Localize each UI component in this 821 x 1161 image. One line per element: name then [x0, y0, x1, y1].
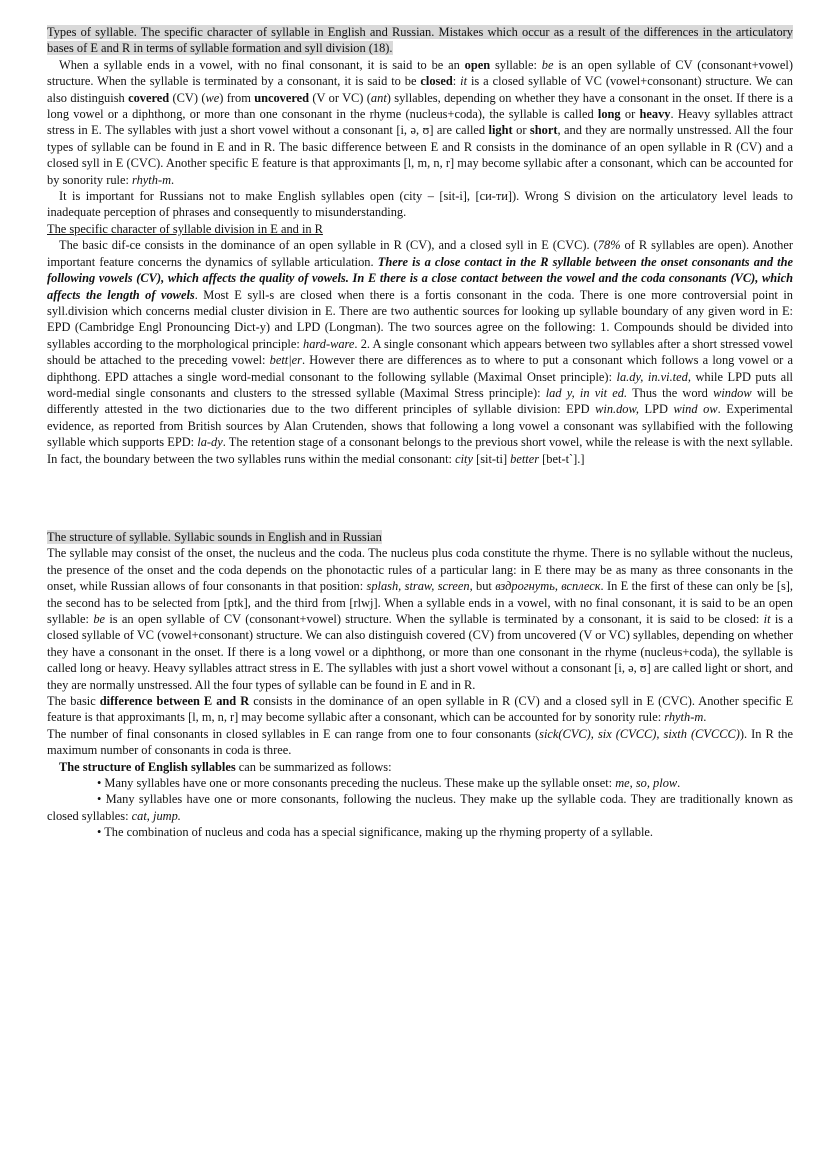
- section-heading-types: Types of syllable. The specific character of syllable in English and Russian. Mistakes which occur as a result of the differences in the articulatory bases of E and R in terms of syllable formation and syll division (18).: [47, 25, 793, 56]
- section-spacer: [47, 467, 793, 529]
- paragraph-difference: The basic difference between E and R consists in the dominance of an open syllable in R (CV) and a closed syll in E (CVC). Another specific E feature is that approximants [l, m, n, r] may become syllabic after a consonant, which can be accounted for by sonority rule: rhyth-m.: [47, 694, 794, 725]
- section-heading-structure: The structure of syllable. Syllabic sounds in English and in Russian: [47, 529, 382, 544]
- paragraph-russians: It is important for Russians not to make English syllables open (city – [sit-i], [си-ти]). Wrong S division on the articulatory level leads to inadequate perception of phrases and consequently to misunderstanding.: [47, 189, 793, 220]
- paragraph-types: When a syllable ends in a vowel, with no final consonant, it is said to be an open syllable: be is an open syllable of CV (consonant+vowel) structure. When the syllable is terminated by a consonant, it is said to be closed: it is a closed syllable of VC (vowel+consonant) structure. We can also distinguish covered (CV) (we) from uncovered (V or VC) (ant) syllables, depending on whether they have a consonant in the onset. If there is a long vowel or a diphthong, or more than one consonant in the rhyme (nucleus+coda), the syllable is called long or heavy. Heavy syllables attract stress in E. The syllables with just a short vowel without a consonant [i, ə, ʊ] are called light or short, and they are normally unstressed. All the four types of syllable can be found in E and in R. The basic difference between E and R consists in the dominance of an open syllable in R (CV) and a closed syll in E (CVC). Another specific E feature is that approximants [l, m, n, r] may become syllabic after a consonant, which can be accounted for by sonority rule: rhyth-m.: [47, 57, 793, 187]
- document-page: [47, 24, 793, 841]
- section-heading-division: The specific character of syllable division in E and in R: [47, 221, 323, 236]
- paragraph-summary-intro: The structure of English syllables can be summarized as follows:: [59, 759, 392, 774]
- paragraph-division: The basic dif-ce consists in the dominance of an open syllable in R (CV), and a closed syll in E (CVC). (78% of R syllables are open). Another important feature concerns the dynamics of syllable articulation. There is a close contact in the R syllable between the onset consonants and the following vowels (CV), which affects the quality of vowels. In E there is a close contact between the vowel and the coda consonants (VC), which affects the length of vowels. Most E syll-s are closed when there is a fortis consonant in the coda. There is one more controversial point in syll.division which concerns medial cluster division in E. There are two authentic sources for looking up syllable boundary of any given word in E: EPD (Cambridge Engl Pronouncing Dict-y) and LPD (Longman). The two sources agree on the following: 1. Compounds should be divided into syllables according to the morphological principle: hard-ware. 2. A single consonant which appears between two syllables after a short stressed vowel should be attached to the preceding vowel: bett|er. However there are differences as to where to put a consonant which follows a long vowel or a diphthong. EPD attaches a single word-medial consonant to the following syllable (Maximal Onset principle): la.dy, in.vi.ted, while LPD puts all word-medial single consonants and clusters to the stressed syllable (Maximal Stress principle): lad y, in vit ed. Thus the word window will be differently attested in the two dictionaries due to the two different principles of syllable division: EPD win.dow, LPD wind ow. Experimental evidence, as reported from British sources by Alan Crutenden, shows that following a long vowel a consonant was syllabified with the following syllable which supports EPD: la-dy. The retention stage of a consonant belongs to the previous short vowel, while the release is with the next syllable. In fact, the boundary between the two syllables runs within the medial consonant: city [sit-ti] better [bet-t`].]: [47, 238, 794, 466]
- paragraph-structure: The syllable may consist of the onset, the nucleus and the coda. The nucleus plus coda constitute the rhyme. There is no syllable without the nucleus, the presence of the onset and the coda depends on the phonotactic rules of a particular lang: in E there may be as many as three consonants in the onset, while Russian allows of four consonants in that position: splash, straw, screen, but вздрогнуть, всплеск. In E the first of these can only be [s], the second has to be selected from [ptk], and the third from [rlwj]. When a syllable ends in a vowel, with no final consonant, it is said to be an open syllable: be is an open syllable of CV (consonant+vowel) structure. When the syllable is terminated by a consonant, it is said to be closed: it is a closed syllable of VC (vowel+consonant) structure. We can also distinguish covered (CV) from uncovered (V or VC) syllables, depending on whether they have a consonant in the onset. If there is a long vowel or a diphthong, or more than one consonant in the rhyme (nucleus+coda), the syllable is called long or heavy. Heavy syllables attract stress in E. The syllables with just a short vowel without a consonant [i, ə, ʊ] are called light or short, and they are normally unstressed. All the four types of syllable can be found in E and in R.: [47, 546, 794, 692]
- bullet-coda: • Many syllables have one or more consonants, following the nucleus. They make up the syllable coda. They are traditionally known as closed syllables: cat, jump.: [47, 792, 793, 823]
- bullet-rhyme: • The combination of nucleus and coda has a special significance, making up the rhyming property of a syllable.: [97, 825, 654, 840]
- bullet-onset: • Many syllables have one or more consonants preceding the nucleus. These make up the syllable onset: me, so, plow.: [97, 776, 681, 791]
- paragraph-final-consonants: The number of final consonants in closed syllables in E can range from one to four consonants (sick(CVC), six (CVCC), sixth (CVCCC)). In R the maximum number of consonants in coda is three.: [47, 726, 793, 758]
